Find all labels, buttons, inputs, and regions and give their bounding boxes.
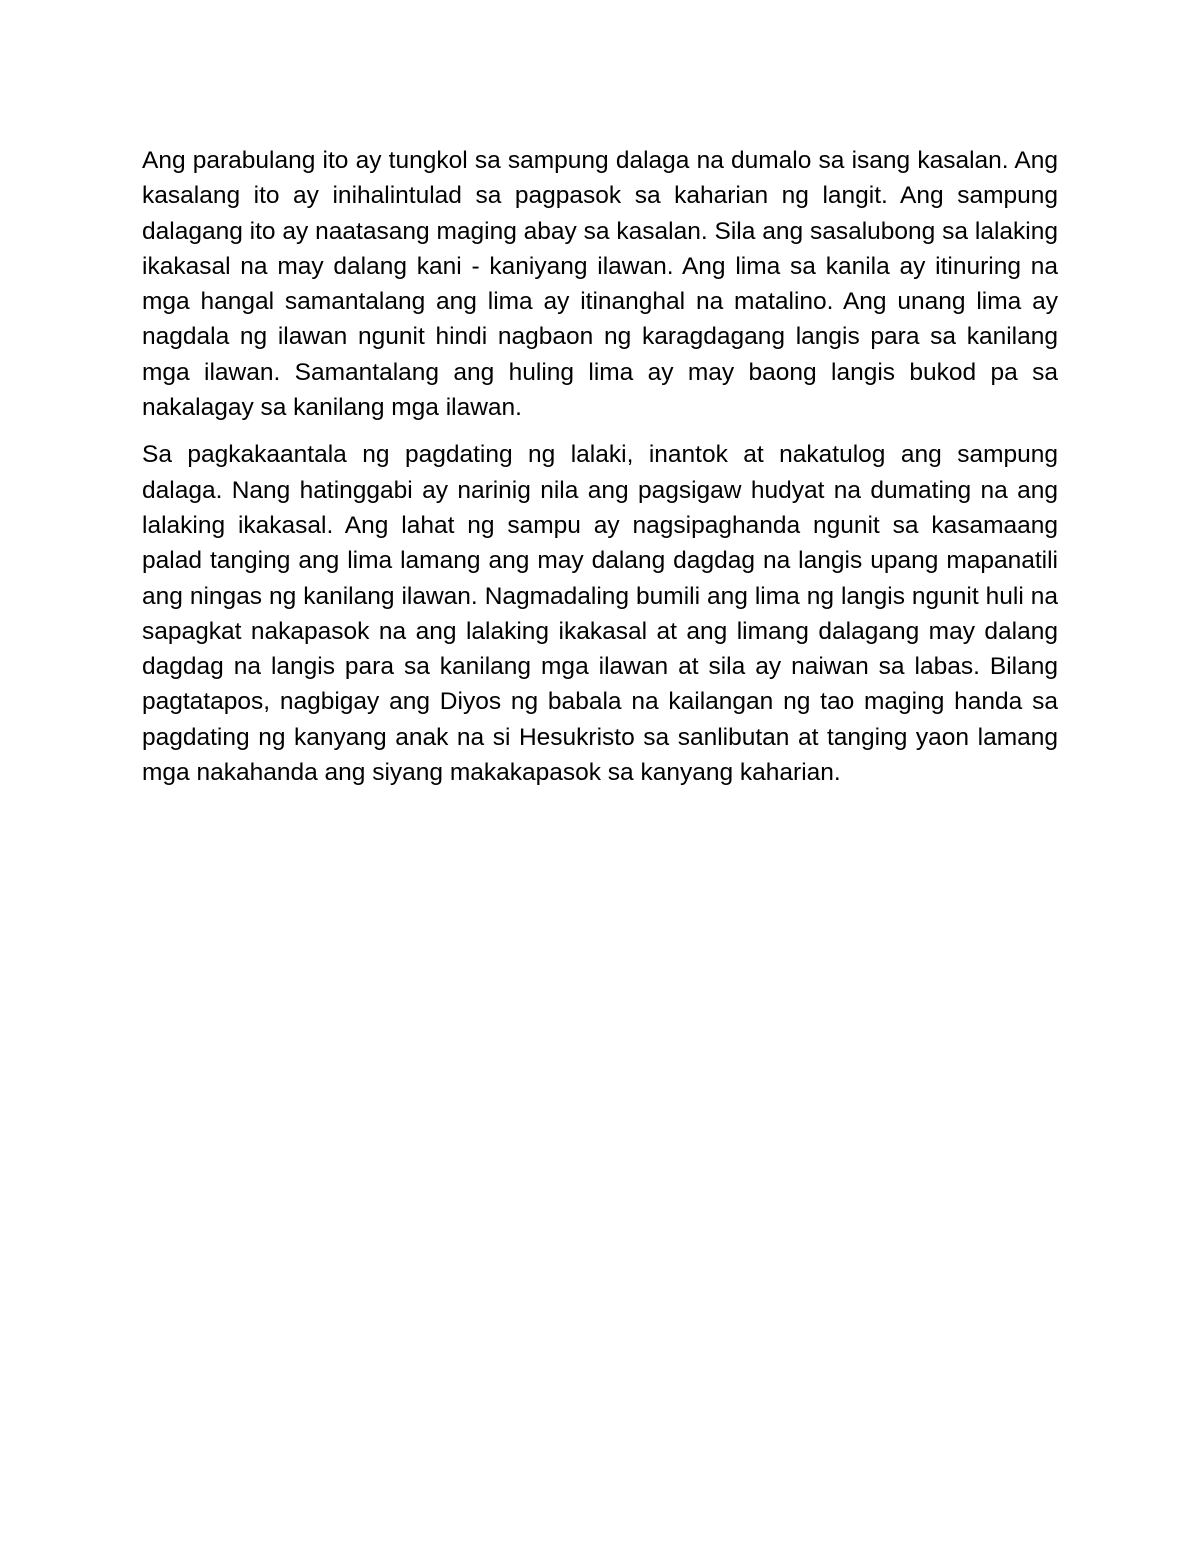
paragraph-1: Ang parabulang ito ay tungkol sa sampung dalaga na dumalo sa isang kasalan. Ang kasalang ito ay inihalintulad sa pagpasok sa kaharian ng langit. Ang sampung dalagang ito ay naatasang maging abay sa kasalan. Sila ang sasalubong sa lalaking ikakasal na may dalang kani - kaniyang ilawan. Ang lima sa kanila ay itinuring na mga hangal samantalang ang lima ay itinanghal na matalino. Ang unang lima ay nagdala ng ilawan ngunit hindi nagbaon ng karagdagang langis para sa kanilang mga ilawan. Samantalang ang huling lima ay may baong langis bukod pa sa nakalagay sa kanilang mga ilawan. xyxy=(142,147,1058,422)
paragraph-2: Sa pagkakaantala ng pagdating ng lalaki, inantok at nakatulog ang sampung dalaga. Nang hatinggabi ay narinig nila ang pagsigaw hudyat na dumating na ang lalaking ikakasal. Ang lahat ng sampu ay nagsipaghanda ngunit sa kasamaang palad tanging ang lima lamang ang may dalang dagdag na langis upang mapanatili ang ningas ng kanilang ilawan. Nagmadaling bumili ang lima ng langis ngunit huli na sapagkat nakapasok na ang lalaking ikakasal at ang limang dalagang may dalang dagdag na langis para sa kanilang mga ilawan at sila ay naiwan sa labas. Bilang pagtatapos, nagbigay ang Diyos ng babala na kailangan ng tao maging handa sa pagdating ng kanyang anak na si Hesukristo sa sanlibutan at tanging yaon lamang mga nakahanda ang siyang makakapasok sa kanyang kaharian. xyxy=(142,441,1058,787)
document-body xyxy=(142,143,1058,802)
